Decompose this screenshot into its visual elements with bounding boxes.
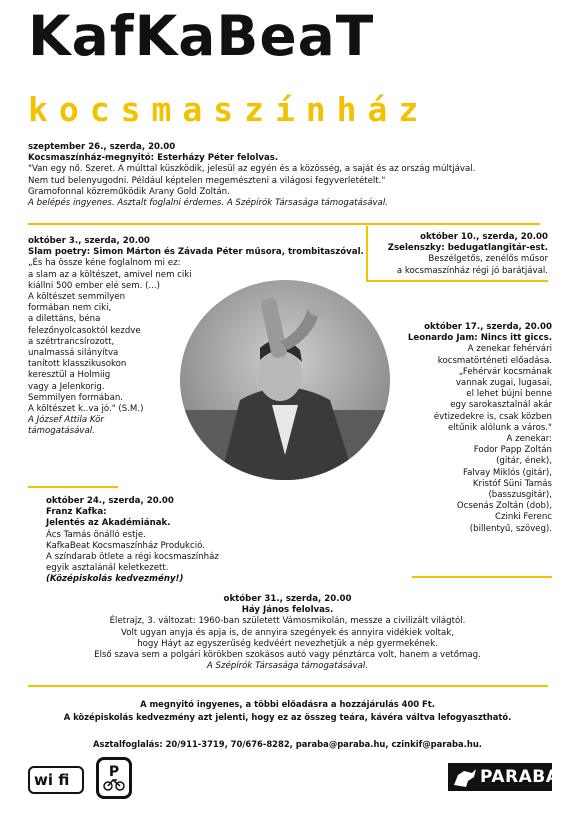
- event-4-line: Falvay Miklós (gitár),: [462, 467, 552, 478]
- performer-photo: [180, 280, 390, 480]
- event-6-line: Első szava sem a polgári körökben szokásos autó vagy pénztárca volt, hanem a vetőmag.: [94, 650, 481, 661]
- event-3-line: Beszélgetős, zenélős műsor: [428, 254, 548, 265]
- event-4-line: évtizedekre is, csak közben: [433, 411, 552, 422]
- event-2-line: vagy a Jelenkorig.: [28, 381, 105, 392]
- event-5-line: egyik asztalánál keletkezett.: [46, 563, 169, 574]
- event-2-line: a szétrtrancsírozott,: [28, 336, 115, 347]
- event-1-date: szeptember 26., szerda, 20.00: [28, 142, 176, 152]
- divider: [366, 226, 368, 280]
- event-2-line: Semmilyen formában.: [28, 392, 124, 403]
- event-4-line: „Fehérvár kocsmának: [458, 366, 552, 377]
- event-2-line: a dilettáns, béna: [28, 314, 101, 325]
- event-5-line: Ács Tamás önálló estje.: [46, 529, 146, 540]
- event-1-title: Kocsmaszínház-megnyitó: Esterházy Péter felolvas.: [28, 153, 279, 164]
- event-3-line: a kocsmaszínház régi jó barátjával.: [396, 265, 548, 276]
- drinking-man-image: [180, 280, 390, 480]
- event-5: [46, 496, 219, 586]
- parking-icon: [96, 757, 132, 799]
- event-4-line: (billentyű, szöveg).: [469, 523, 552, 534]
- event-5-title: Franz Kafka:: [46, 507, 107, 518]
- event-4-line: egy sarokasztalnál akár: [450, 400, 552, 411]
- event-5-note: (Középiskolás kedvezmény!): [46, 574, 184, 585]
- event-4-line: Ocsenás Zoltán (dob),: [456, 501, 552, 512]
- event-5-date: október 24., szerda, 20.00: [46, 496, 174, 506]
- goat-icon: [450, 763, 480, 791]
- event-4-line: (basszusgitár),: [488, 490, 552, 501]
- event-3-title: Zselenszky: bedugatlangitár-est.: [387, 243, 548, 254]
- event-4-line: el lehet bújni benne: [466, 389, 552, 400]
- event-1-note: A belépés ingyenes. Asztalt foglalni érdemes. A Szépírók Társasága támogatásával.: [28, 198, 388, 209]
- divider: [28, 486, 118, 488]
- event-2-line: a slam az a költészet, amivel nem ciki: [28, 269, 192, 280]
- event-1-line: Nem tud belenyugodni. Például képtelen megemészteni a világosi fegyverletételt.": [28, 175, 386, 186]
- event-2-line: „És ha össze kéne foglalnom mi ez:: [28, 258, 181, 269]
- event-2-note: támogatásával.: [28, 426, 95, 437]
- event-2-line: formában nem ciki,: [28, 303, 112, 314]
- event-6-line: Volt ugyan anyja és apja is, de annyira szegények és annyira vidékiek voltak,: [121, 627, 454, 638]
- event-2-note: A József Attila Kör: [28, 415, 104, 426]
- wifi-icon: [28, 766, 84, 794]
- event-2-line: A költészet k..va jó." (S.M.): [28, 404, 144, 415]
- divider: [412, 576, 552, 578]
- event-6-title: Háy János felolvas.: [241, 605, 334, 616]
- event-2-line: kiállni 500 ember elé sem. (...): [28, 280, 160, 291]
- event-4-line: vannak zugai, lugasai,: [455, 378, 552, 389]
- event-2-line: keresztül a Holmiig: [28, 370, 111, 381]
- footer-line: A megnyitó ingyenes, a többi előadásra a hozzájárulás 400 Ft.: [140, 699, 435, 709]
- event-4-line: A zenekar:: [506, 434, 552, 445]
- event-2-line: unalmassá silányítva: [28, 348, 119, 359]
- event-1-line: Gramofonnal közreműködik Arany Gold Zoltán.: [28, 186, 230, 197]
- event-4-line: eltűnik alólunk a város.": [447, 422, 552, 433]
- divider: [366, 280, 548, 282]
- event-4-date: október 17., szerda, 20.00: [424, 322, 552, 332]
- event-5-line: A színdarab ötlete a régi kocsmaszínház: [46, 552, 219, 563]
- poster-title: KafKaBeaT: [28, 4, 375, 68]
- event-5-title: Jelentés az Akadémiának.: [46, 518, 171, 529]
- event-4-line: Czinki Ferenc: [494, 512, 552, 523]
- event-2-line: tanított klasszikusokon: [28, 359, 127, 370]
- brand-name: PARABA: [480, 767, 560, 787]
- footer-info: [10, 698, 565, 724]
- event-6-line: Életrajz, 3. változat: 1960-ban született Vámosmikolán, messze a civilizált világtól.: [109, 616, 466, 627]
- divider: [28, 223, 540, 225]
- event-5-line: KafkaBeat Kocsmaszínház Produkció.: [46, 540, 205, 551]
- event-4-line: (gitár, ének),: [496, 456, 552, 467]
- divider: [28, 685, 548, 687]
- event-4-title: Leonardo Jam: Nincs itt giccs.: [407, 333, 552, 344]
- event-2-line: felezőnyolcasoktól kezdve: [28, 325, 141, 336]
- event-3-date: október 10., szerda, 20.00: [420, 232, 548, 242]
- paraba-logo: [448, 763, 560, 791]
- poster-subtitle: kocsmaszínház: [28, 90, 430, 129]
- event-4-line: kocsmatörténeti előadása.: [437, 355, 552, 366]
- bicycle-parking-glyph: [99, 760, 129, 796]
- event-4: [360, 322, 552, 535]
- footer-line: A középiskolás kedvezmény azt jelenti, hogy ez az összeg teára, kávéra váltva lefogyasztható.: [63, 712, 512, 722]
- event-3: [360, 232, 548, 277]
- event-2-date: október 3., szerda, 20.00: [28, 236, 150, 246]
- event-2-title: Slam poetry: Simon Márton és Závada Péter műsora, trombitaszóval.: [28, 247, 364, 258]
- wifi-label: wi fi: [34, 771, 70, 789]
- event-6-line: hogy Háyt az egyszerűség kedvéért nevezhetjük a nép gyermekének.: [137, 638, 438, 649]
- event-4-line: A zenekar fehérvári: [467, 344, 552, 355]
- event-1-line: "Van egy nő. Szeret. A múlttal küszködik, jelesül az egyén és a közösség, a saját és az ország múltjával.: [28, 164, 476, 175]
- event-4-line: Kristóf Süni Tamás: [472, 478, 552, 489]
- booking-info: Asztalfoglalás: 20/911-3719, 70/676-8282, paraba@paraba.hu, czinkif@paraba.hu.: [93, 739, 482, 749]
- event-1: [28, 142, 475, 209]
- event-6: [20, 594, 555, 672]
- event-4-line: Fodor Papp Zoltán: [473, 445, 552, 456]
- event-6-note: A Szépírók Társasága támogatásával.: [206, 661, 369, 672]
- event-6-date: október 31., szerda, 20.00: [223, 594, 352, 604]
- svg-text:P: P: [108, 764, 120, 780]
- event-2-line: A költészet semmilyen: [28, 292, 126, 303]
